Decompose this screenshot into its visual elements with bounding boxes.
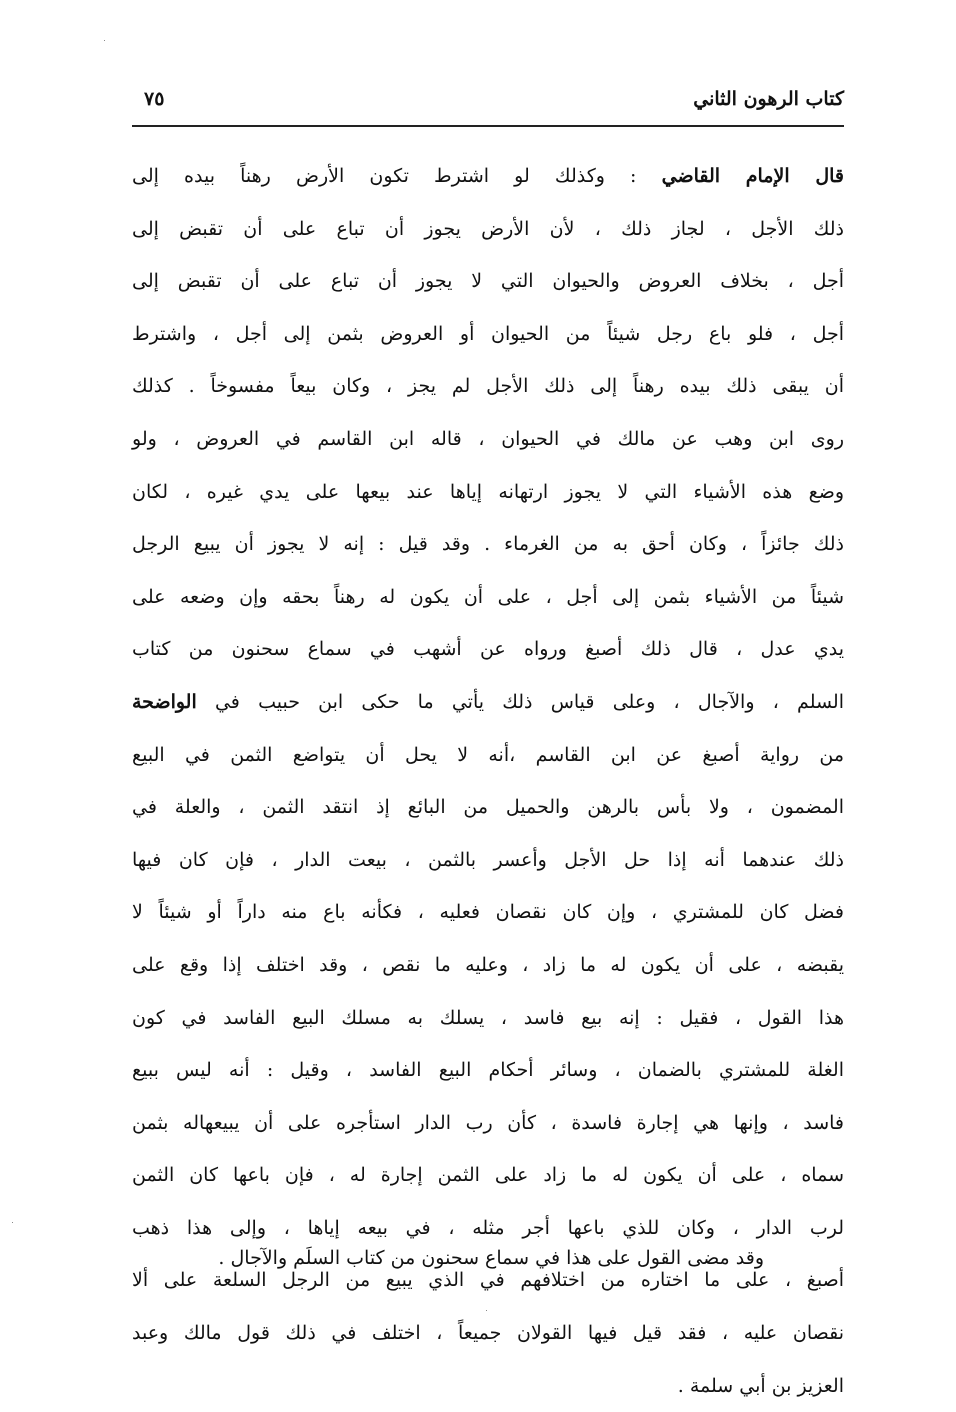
text-line: يقبضه ، على أن يكون له ما زاد ، وعليه ما نقص ، وقد اختلف إذا وقع على bbox=[132, 953, 844, 976]
running-title: كتاب الرهون الثاني bbox=[693, 88, 844, 110]
text-line: أن يبقى ذلك بيده رهناً إلى ذلك الأجل لم يجز ، وكان بيعاً مفسوخاً . كذلك bbox=[132, 375, 844, 398]
text-line: وضع هذه الأشياء التي لا يجوز ارتهانه إياها عند بيعها على يدي غيره ، لكان bbox=[132, 480, 844, 503]
text-line: الغلة للمشتري بالضمان ، وسائر أحكام البيع الفاسد ، وقيل : أنه ليس ببيع bbox=[132, 1059, 844, 1082]
text-line: من رواية أصبغ عن ابن القاسم ،أنه لا يحل أن يتواضع الثمن في البيع bbox=[132, 743, 844, 766]
text-line: العزيز بن أبي سلمة . bbox=[677, 1374, 844, 1397]
text-line: نقصان عليه ، فقد قيل فيها القولان جميعاً ، اختلف في ذلك قول مالك وعبد bbox=[132, 1322, 844, 1345]
scan-speck bbox=[104, 40, 105, 41]
text-line: ذلك جائزاً ، وكان أحق به من الغرماء . وقد قيل : إنه لا يجوز أن يبيع الرجل bbox=[132, 533, 844, 556]
text-line: أجل ، بخلاف العروض والحيوان التي لا يجوز أن تباع على أن تقبض إلى bbox=[132, 270, 844, 293]
book-title-wadiha: الواضحة bbox=[132, 690, 197, 713]
text-line: أجل ، فلو باع رجل شيئاً من الحيوان أو العروض بثمن إلى أجل ، واشترط bbox=[132, 322, 844, 345]
text-line: لرب الدار ، وكان للذي باعها أجر مثله ، في بيعه إياها ، وإلى هذا ذهب bbox=[132, 1216, 844, 1239]
speaker-label: قال الإمام القاضي bbox=[661, 165, 844, 187]
text-line: أصبغ ، على ما اختاره من اختلافهم في الذي يبيع من الرجل السلعة على ألا bbox=[132, 1269, 844, 1292]
page-number: ٧٥ bbox=[144, 88, 165, 110]
main-paragraph bbox=[132, 150, 844, 1412]
text-line: فاسد ، وإنها هي إجارة فاسدة ، كأن رب الدار استأجره على أن يبيعهاله بثمن bbox=[132, 1111, 844, 1134]
text-line: سماه ، على أن يكون له ما زاد على الثمن إجارة له ، فإن باعها كان الثمن bbox=[132, 1164, 844, 1187]
header-divider bbox=[132, 125, 844, 127]
text-line: قال الإمام القاضي : وكذلك لو اشترط تكون الأرض رهناً بيده إلى bbox=[132, 165, 844, 187]
text-line: فضل كان للمشتري ، وإن كان نقصان فعليه ، فكأنه باع منه داراً أو شيئاً لا bbox=[132, 901, 844, 924]
scan-speck bbox=[12, 1222, 13, 1223]
text-line: ذلك الأجل ، لجاز ذلك ، لأن الأرض يجوز أن تباع على أن تقبض إلى bbox=[132, 217, 844, 240]
text-line: ذلك عندهما أنه إذا حل الأجل وأعسر بالثمن ، بيعت الدار ، فإن كان فيها bbox=[132, 848, 844, 871]
text-line: المضمون ، ولا بأس بالرهن والحميل من البائع إذ انتقد الثمن ، والعلة في bbox=[132, 796, 844, 819]
page-header bbox=[132, 82, 844, 122]
scan-speck bbox=[486, 1310, 487, 1311]
text-line: هذا القول ، فقيل : إنه بيع فاسد ، يسلك به مسلك البيع الفاسد في كون bbox=[132, 1006, 845, 1029]
closing-paragraph bbox=[132, 1232, 844, 1285]
text-line: يدي عدل ، قال ذلك أصبغ ورواه عن أشهب في سماع سحنون من كتاب bbox=[132, 638, 844, 661]
text-line: شيئاً من الأشياء بثمن إلى أجل ، على أن يكون له رهناً بحقه وإن وضعه على bbox=[132, 585, 844, 608]
text-line: روى ابن وهب عن مالك في الحيوان ، قاله ابن القاسم في العروض ، ولو bbox=[132, 427, 844, 450]
closing-line: وقد مضى القول على هذا في سماع سحنون من كتاب السلَم والآجال . bbox=[218, 1247, 764, 1269]
text-line: السلم ، والآجال ، وعلى قياس ذلك يأتي ما حكى ابن حبيب في الواضحة bbox=[132, 690, 844, 713]
